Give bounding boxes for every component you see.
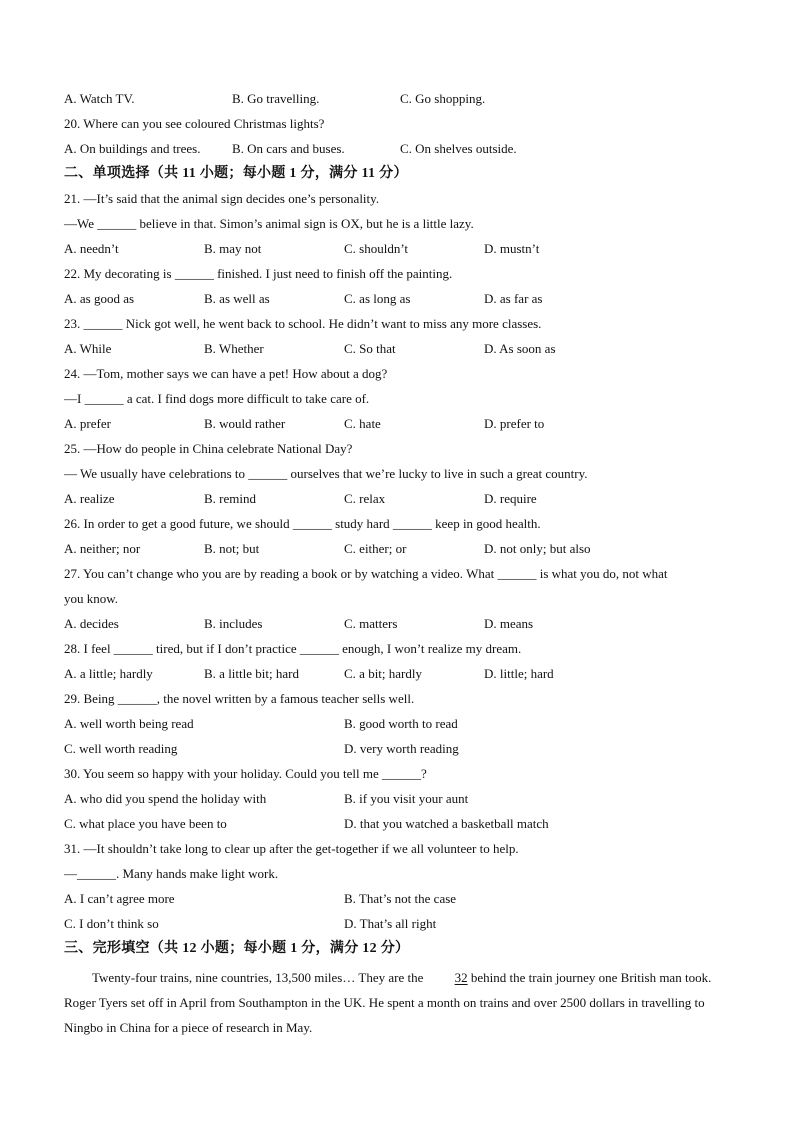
answer-option: A. While bbox=[64, 341, 112, 356]
question-text: —We ______ believe in that. Simon’s animal sign is OX, but he is a little lazy. bbox=[64, 216, 474, 231]
answer-option: A. who did you spend the holiday with bbox=[64, 791, 267, 806]
answer-option: C. as long as bbox=[344, 291, 411, 306]
answer-option: C. On shelves outside. bbox=[400, 141, 517, 156]
answer-option: A. neither; nor bbox=[64, 541, 141, 556]
answer-option: B. may not bbox=[204, 241, 262, 256]
answer-option: A. decides bbox=[64, 616, 119, 631]
answer-option: D. means bbox=[484, 616, 534, 631]
answer-option: C. relax bbox=[344, 491, 386, 506]
answer-option: D. very worth reading bbox=[344, 741, 459, 756]
answer-options-row bbox=[64, 615, 724, 640]
answer-options-row bbox=[64, 790, 724, 815]
answer-options-row bbox=[64, 740, 724, 765]
answer-option: A. needn’t bbox=[64, 241, 119, 256]
cloze-passage bbox=[64, 965, 724, 1040]
answer-options-row bbox=[64, 240, 724, 265]
section-heading: 三、完形填空（共 12 小题；每小题 1 分，满分 12 分） bbox=[64, 941, 410, 956]
answer-options-row bbox=[64, 915, 724, 940]
answer-option: C. Go shopping. bbox=[400, 91, 486, 106]
answer-option: C. a bit; hardly bbox=[344, 666, 422, 681]
answer-options-row bbox=[64, 890, 724, 915]
answer-option: C. matters bbox=[344, 616, 398, 631]
answer-option: C. So that bbox=[344, 341, 396, 356]
section-heading: 二、单项选择（共 11 小题；每小题 1 分，满分 11 分） bbox=[64, 166, 408, 181]
question-text: you know. bbox=[64, 591, 119, 606]
answer-options-row bbox=[64, 815, 724, 840]
passage-text: Twenty-four trains, nine countries, 13,500 miles… They are the bbox=[92, 970, 427, 985]
answer-options-row bbox=[64, 90, 724, 115]
answer-option: D. prefer to bbox=[484, 416, 545, 431]
answer-option: A. I can’t agree more bbox=[64, 891, 175, 906]
answer-option: D. As soon as bbox=[484, 341, 556, 356]
answer-options-row bbox=[64, 290, 724, 315]
question-text: — We usually have celebrations to ______ ourselves that we’re lucky to live in such a great country. bbox=[64, 466, 588, 481]
answer-option: B. would rather bbox=[204, 416, 286, 431]
answer-option: A. prefer bbox=[64, 416, 111, 431]
answer-option: B. includes bbox=[204, 616, 263, 631]
answer-option: C. shouldn’t bbox=[344, 241, 409, 256]
answer-option: C. what place you have been to bbox=[64, 816, 227, 831]
question-text: 20. Where can you see coloured Christmas lights? bbox=[64, 116, 325, 131]
answer-option: B. as well as bbox=[204, 291, 270, 306]
answer-option: B. remind bbox=[204, 491, 256, 506]
question-text: 21. —It’s said that the animal sign decides one’s personality. bbox=[64, 191, 380, 206]
answer-option: D. little; hard bbox=[484, 666, 554, 681]
answer-option: C. hate bbox=[344, 416, 381, 431]
answer-option: A. On buildings and trees. bbox=[64, 141, 201, 156]
cloze-blank-32: 32 bbox=[454, 970, 468, 985]
passage-text: behind the train journey one British man took. Roger Tyers set off in April from Southampton in the UK. He spent a month on trains and over 2500 dollars in travelling to Ningbo in China for a piece of research in May. bbox=[64, 970, 712, 1035]
answer-option: D. That’s all right bbox=[344, 916, 437, 931]
question-text: 28. I feel ______ tired, but if I don’t practice ______ enough, I won’t realize my dream. bbox=[64, 641, 522, 656]
answer-options-row bbox=[64, 715, 724, 740]
question-text: 29. Being ______, the novel written by a famous teacher sells well. bbox=[64, 691, 415, 706]
answer-option: B. On cars and buses. bbox=[232, 141, 345, 156]
answer-option: B. Whether bbox=[204, 341, 264, 356]
answer-option: D. that you watched a basketball match bbox=[344, 816, 549, 831]
question-text: —I ______ a cat. I find dogs more difficult to take care of. bbox=[64, 391, 370, 406]
exam-content bbox=[64, 90, 724, 1040]
question-text: —______. Many hands make light work. bbox=[64, 866, 279, 881]
question-text: 27. You can’t change who you are by reading a book or by watching a video. What ______ is what you do, not what bbox=[64, 566, 668, 581]
question-text: 26. In order to get a good future, we should ______ study hard ______ keep in good health. bbox=[64, 516, 541, 531]
answer-option: B. a little bit; hard bbox=[204, 666, 299, 681]
answer-options-row bbox=[64, 665, 724, 690]
question-text: 23. ______ Nick got well, he went back to school. He didn’t want to miss any more classes. bbox=[64, 316, 542, 331]
answer-option: A. a little; hardly bbox=[64, 666, 153, 681]
answer-option: A. as good as bbox=[64, 291, 135, 306]
answer-option: B. Go travelling. bbox=[232, 91, 320, 106]
answer-option: D. as far as bbox=[484, 291, 543, 306]
answer-option: A. Watch TV. bbox=[64, 91, 135, 106]
answer-options-row bbox=[64, 140, 724, 165]
answer-option: B. good worth to read bbox=[344, 716, 458, 731]
answer-option: A. realize bbox=[64, 491, 115, 506]
answer-option: C. well worth reading bbox=[64, 741, 178, 756]
answer-option: D. require bbox=[484, 491, 537, 506]
answer-option: C. I don’t think so bbox=[64, 916, 159, 931]
question-text: 22. My decorating is ______ finished. I just need to finish off the painting. bbox=[64, 266, 453, 281]
answer-options-row bbox=[64, 340, 724, 365]
answer-options-row bbox=[64, 415, 724, 440]
answer-option: A. well worth being read bbox=[64, 716, 194, 731]
answer-options-row bbox=[64, 490, 724, 515]
answer-option: B. That’s not the case bbox=[344, 891, 457, 906]
question-text: 30. You seem so happy with your holiday. Could you tell me ______? bbox=[64, 766, 427, 781]
question-text: 31. —It shouldn’t take long to clear up after the get-together if we all volunteer to help. bbox=[64, 841, 519, 856]
answer-options-row bbox=[64, 540, 724, 565]
question-text: 24. —Tom, mother says we can have a pet! How about a dog? bbox=[64, 366, 388, 381]
answer-option: B. not; but bbox=[204, 541, 260, 556]
answer-option: D. mustn’t bbox=[484, 241, 540, 256]
answer-option: D. not only; but also bbox=[484, 541, 591, 556]
answer-option: B. if you visit your aunt bbox=[344, 791, 469, 806]
answer-option: C. either; or bbox=[344, 541, 407, 556]
question-text: 25. —How do people in China celebrate National Day? bbox=[64, 441, 353, 456]
